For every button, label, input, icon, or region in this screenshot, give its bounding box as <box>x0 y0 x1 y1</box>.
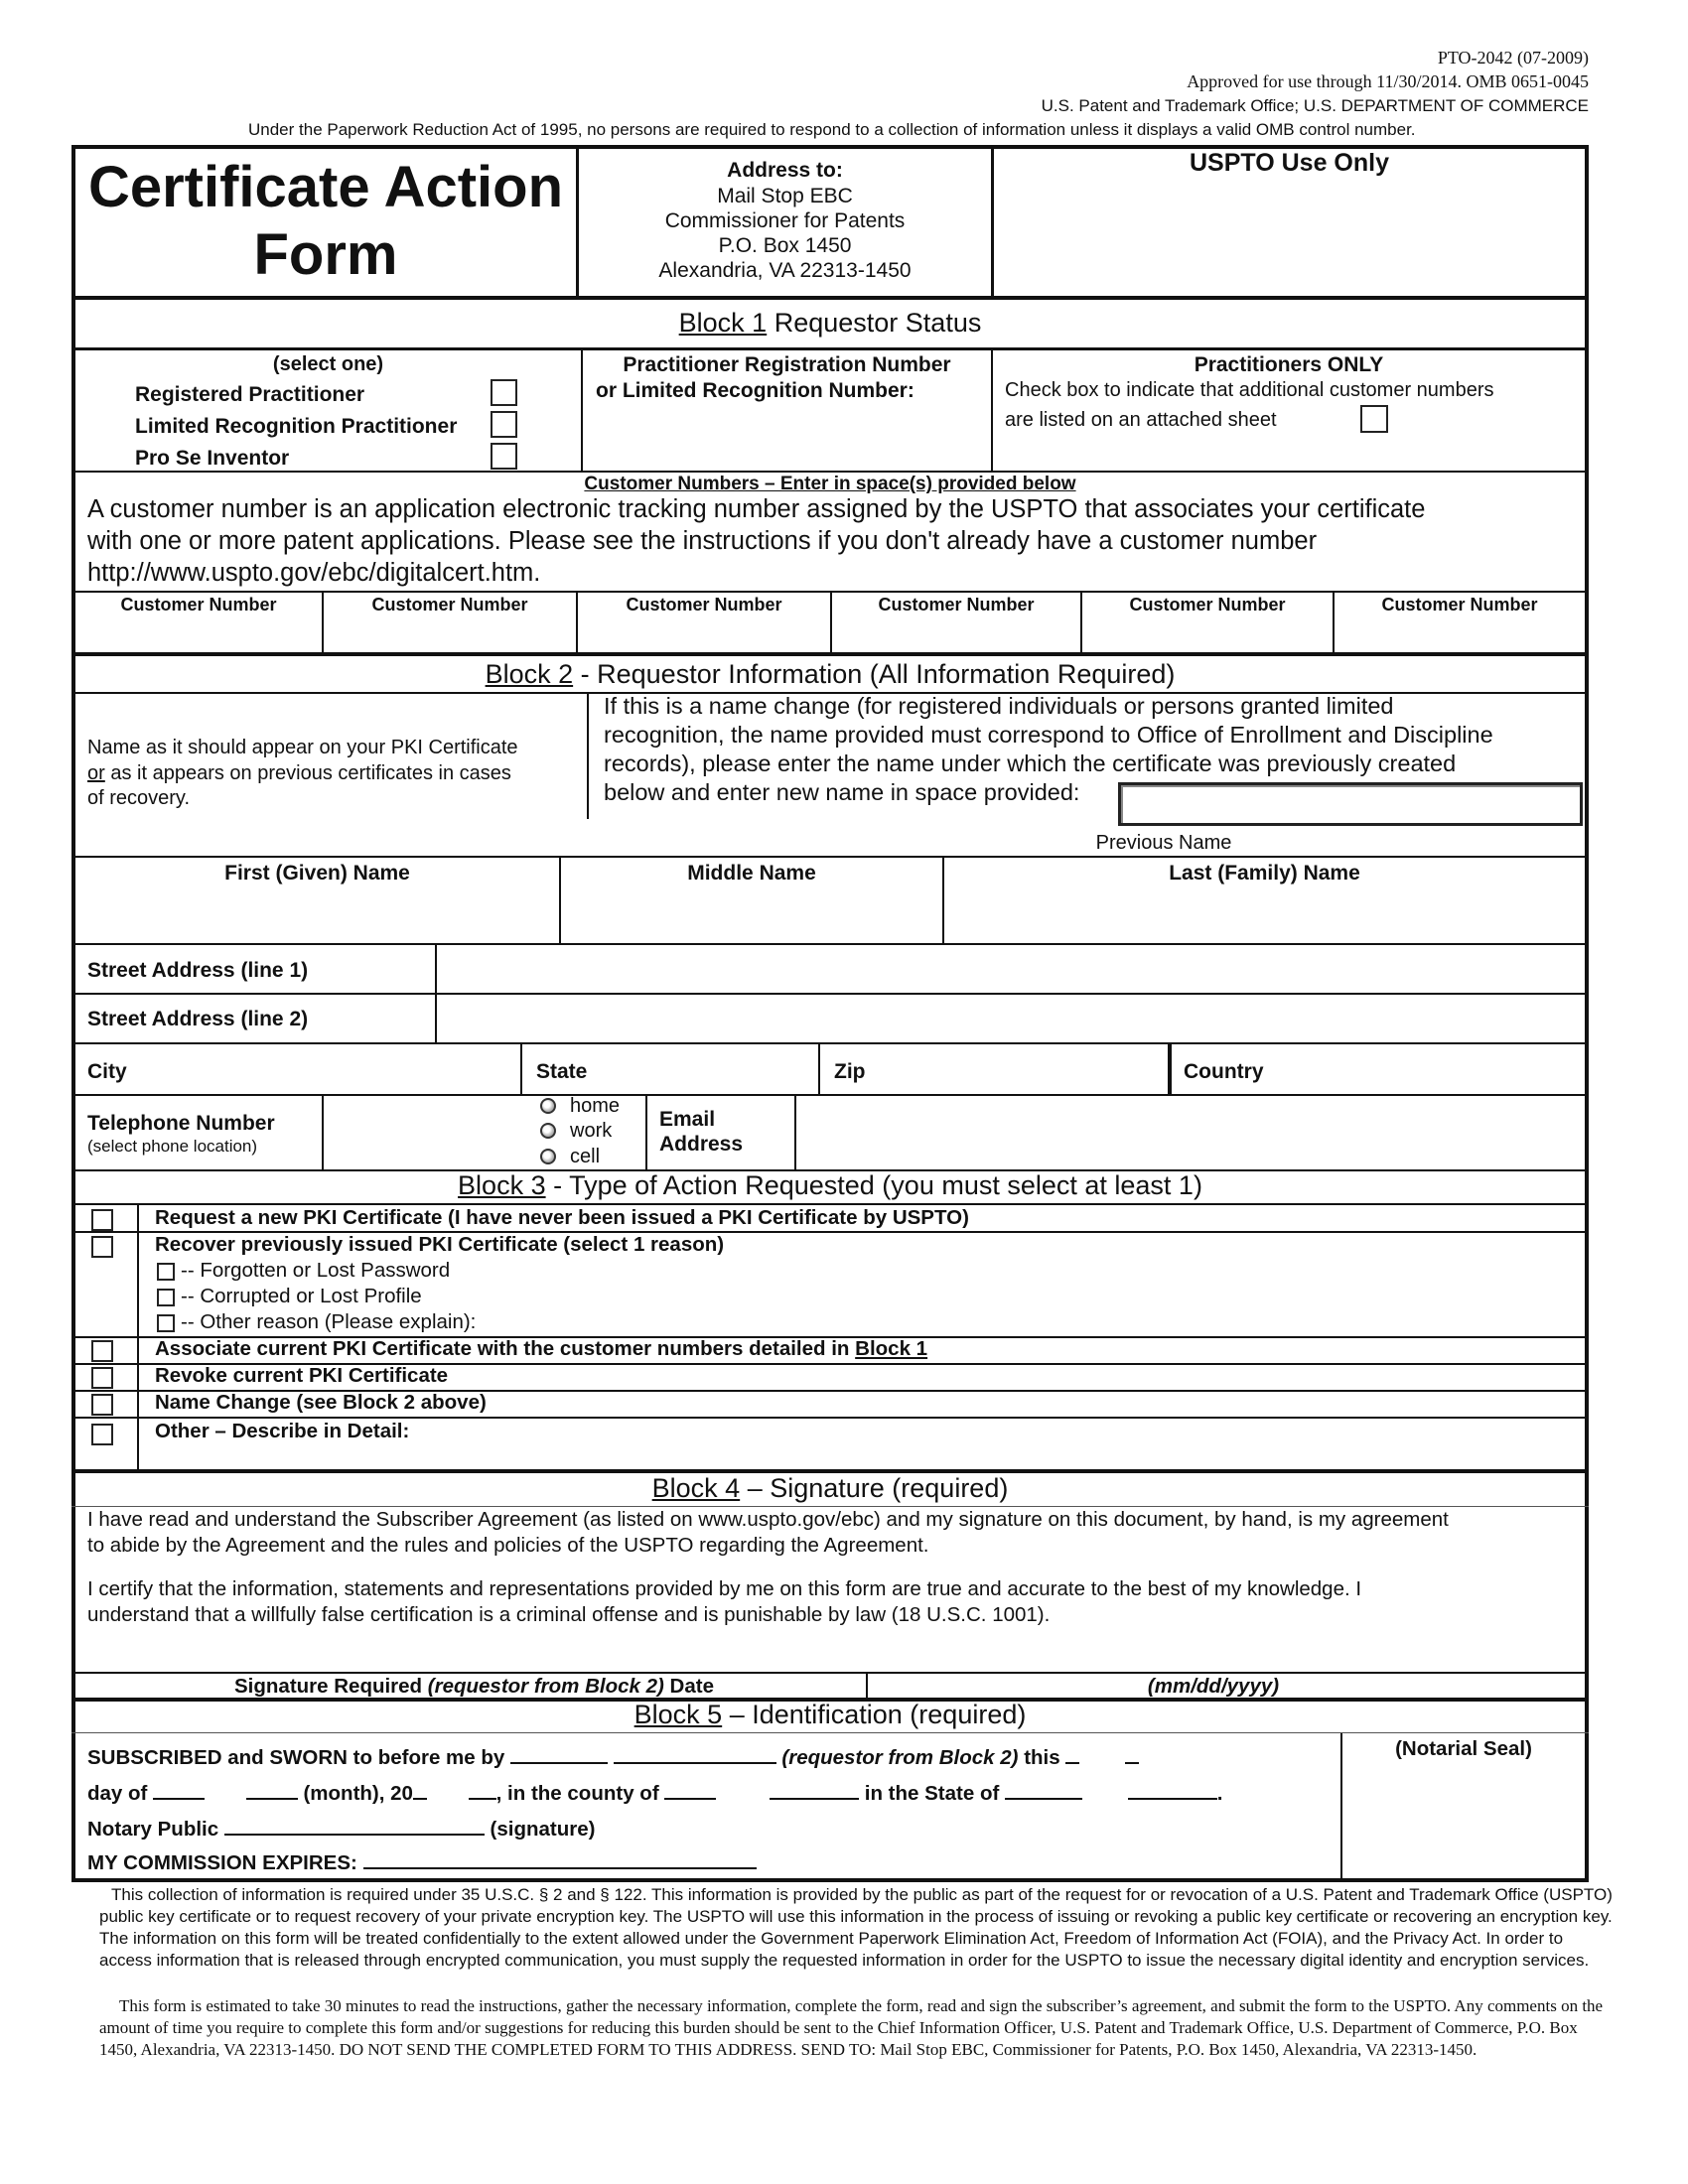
check-note-line1: Check box to indicate that additional customer numbers <box>1005 379 1494 401</box>
signature-area[interactable] <box>75 1628 1585 1672</box>
name-change-line1: If this is a name change (for registered individuals or persons granted limited <box>604 693 1394 719</box>
footer-collection-notice: This collection of information is required under 35 U.S.C. § 2 and § 122. This information is provided by the public as part of the request for or revocation of a U.S. Patent and Trademark Office (USPTO) public key certificate or to request recovery of your private encryption key. The USPTO will use this information in the process of issuing or revoking a public key certificate or recovering an encryption key. The information on this form will be treated confidentially to the extent allowed under the Government Paperwork Elimination Act, Freedom of Information Act (FOIA), and the Privacy Act. In order to access information that is released through encrypted communication, you must supply the requested information in order for the USPTO to issue the necessary digital identity and encryption services. <box>99 1885 1613 1970</box>
day-of-line: day of (month), 20 , in the county of in the State of . <box>87 1782 1223 1805</box>
select-one: (select one) <box>272 353 384 375</box>
paperwork-notice: Under the Paperwork Reduction Act of 1995, no persons are required to respond to a collection of information unless it displays a valid OMB control number. <box>248 120 1416 139</box>
action-request-new: Request a new PKI Certificate (I have never been issued a PKI Certificate by USPTO) <box>155 1206 969 1229</box>
reason-label: -- Forgotten or Lost Password <box>181 1259 451 1282</box>
reg-number-label: Practitioner Registration Number <box>623 353 951 376</box>
last-name-field[interactable]: Last (Family) Name <box>1169 862 1360 885</box>
agency-line: U.S. Patent and Trademark Office; U.S. DEPARTMENT OF COMMERCE <box>1041 96 1589 115</box>
form-title-line2: Form <box>253 222 398 287</box>
customer-number-field[interactable]: Customer Number <box>1129 595 1286 614</box>
phone-work-radio[interactable] <box>540 1123 556 1139</box>
state-field[interactable]: State <box>536 1060 588 1083</box>
check-note-line2: are listed on an attached sheet <box>1005 409 1277 431</box>
notary-line: Notary Public (signature) <box>87 1818 596 1841</box>
commission-line: MY COMMISSION EXPIRES: <box>87 1849 757 1875</box>
reason-other-checkbox[interactable] <box>157 1314 175 1332</box>
footer-burden-notice: This form is estimated to take 30 minutes to read the instructions, gather the necessary information, complete the form, read and sign the subscriber’s agreement, and submit the form to the USPTO. Any comments on the amount of time you require to complete this form and/or suggestions for reducing this burden should be sent to the Chief Information Officer, U.S. Patent and Trademark Office, U.S. Department of Commerce, P.O. Box 1450, Alexandria, VA 22313-1450. DO NOT SEND THE COMPLETED FORM TO THIS ADDRESS. SEND TO: Mail Stop EBC, Commissioner for Patents, P.O. Box 1450, Alexandria, VA 22313-1450. <box>99 1996 1604 2059</box>
customer-desc-line1: A customer number is an application electronic tracking number assigned by the USPTO that associates your certificate <box>87 495 1426 523</box>
action-associate: Associate current PKI Certificate with the customer numbers detailed in Block 1 <box>155 1337 928 1360</box>
agreement-line1: I have read and understand the Subscriber Agreement (as listed on www.uspto.gov/ebc) and my signature on this document, by hand, is my agreement <box>87 1508 1449 1531</box>
telephone-input[interactable] <box>324 1096 542 1169</box>
certificate-action-form <box>71 145 1589 1882</box>
street-address-1-label: Street Address (line 1) <box>87 959 309 982</box>
address-line: Mail Stop EBC <box>717 185 853 207</box>
form-title-line1: Certificate Action <box>87 155 564 219</box>
name-change-checkbox[interactable] <box>91 1394 113 1416</box>
customer-number-field[interactable]: Customer Number <box>878 595 1035 614</box>
pki-name-line3: of recovery. <box>87 787 190 809</box>
name-change-line3: records), please enter the name under which the certificate was previously created <box>604 751 1457 776</box>
select-phone-location: (select phone location) <box>87 1137 258 1156</box>
phone-cell-radio[interactable] <box>540 1149 556 1164</box>
customer-number-field[interactable]: Customer Number <box>371 595 528 614</box>
middle-name-field[interactable]: Middle Name <box>687 862 816 885</box>
address-line: Alexandria, VA 22313-1450 <box>658 259 912 282</box>
reason-label: -- Other reason (Please explain): <box>181 1310 477 1333</box>
previous-name-label: Previous Name <box>1095 832 1232 854</box>
street-address-2-label: Street Address (line 2) <box>87 1008 309 1030</box>
revoke-checkbox[interactable] <box>91 1367 113 1389</box>
telephone-label: Telephone Number <box>87 1112 275 1135</box>
block4-heading: Block 4 – Signature (required) <box>651 1473 1009 1503</box>
registered-practitioner-checkbox[interactable] <box>491 379 517 406</box>
certify-line1: I certify that the information, statements and representations provided by me on this form are true and accurate to the best of my knowledge. I <box>87 1577 1362 1600</box>
street-address-1-input[interactable] <box>437 945 1585 993</box>
other-checkbox[interactable] <box>91 1424 113 1445</box>
associate-checkbox[interactable] <box>91 1340 113 1362</box>
customer-desc-link[interactable]: http://www.uspto.gov/ebc/digitalcert.htm. <box>87 559 541 587</box>
sworn-line: SUBSCRIBED and SWORN to before me by (requestor from Block 2) this <box>87 1744 1139 1770</box>
customer-numbers-heading: Customer Numbers – Enter in space(s) provided below <box>584 474 1076 494</box>
previous-name-input[interactable] <box>1118 782 1583 826</box>
customer-number-field[interactable]: Customer Number <box>120 595 277 614</box>
status-label: Registered Practitioner <box>135 383 365 406</box>
address-heading: Address to: <box>727 159 843 182</box>
pro-se-inventor-checkbox[interactable] <box>491 443 517 470</box>
address-line: Commissioner for Patents <box>664 209 906 232</box>
phone-option-label: cell <box>570 1146 601 1167</box>
country-field[interactable]: Country <box>1184 1060 1264 1083</box>
reason-corrupted-checkbox[interactable] <box>157 1289 175 1306</box>
phone-home-radio[interactable] <box>540 1098 556 1114</box>
street-address-2-input[interactable] <box>437 995 1585 1042</box>
block5-heading: Block 5 – Identification (required) <box>633 1700 1027 1729</box>
status-label: Limited Recognition Practitioner <box>135 415 458 438</box>
name-change-line4: below and enter new name in space provided: <box>604 779 1080 805</box>
block1-heading: Block 1 Requestor Status <box>678 308 982 338</box>
block3-heading: Block 3 - Type of Action Requested (you must select at least 1) <box>458 1170 1202 1200</box>
city-field[interactable]: City <box>87 1060 127 1083</box>
name-change-line2: recognition, the name provided must correspond to Office of Enrollment and Discipline <box>604 722 1493 748</box>
form-number: PTO-2042 (07-2009) <box>1437 48 1589 68</box>
email-input[interactable] <box>796 1096 1585 1169</box>
customer-number-field[interactable]: Customer Number <box>626 595 782 614</box>
certify-line2: understand that a willfully false certification is a criminal offense and is punishable by law (18 U.S.C. 1001). <box>87 1603 1051 1626</box>
block2-heading: Block 2 - Requestor Information (All Information Required) <box>485 659 1176 689</box>
phone-option-label: home <box>570 1095 621 1117</box>
request-new-checkbox[interactable] <box>91 1209 113 1231</box>
pki-name-line2: or as it appears on previous certificates in cases <box>87 762 511 784</box>
email-label-2: Address <box>659 1133 744 1156</box>
other-detail-input[interactable] <box>139 1445 1585 1469</box>
action-revoke: Revoke current PKI Certificate <box>155 1364 449 1387</box>
recover-checkbox[interactable] <box>91 1236 113 1258</box>
action-recover: Recover previously issued PKI Certificate (select 1 reason) <box>155 1233 725 1256</box>
reg-number-label-2: or Limited Recognition Number: <box>596 379 914 402</box>
notarial-seal: (Notarial Seal) <box>1395 1737 1532 1760</box>
pki-name-line1: Name as it should appear on your PKI Certificate <box>87 737 518 758</box>
reason-label: -- Corrupted or Lost Profile <box>181 1285 422 1307</box>
address-line: P.O. Box 1450 <box>718 234 852 257</box>
practitioners-only: Practitioners ONLY <box>1194 353 1384 376</box>
action-name-change: Name Change (see Block 2 above) <box>155 1391 487 1414</box>
uspto-use-only: USPTO Use Only <box>1190 149 1389 177</box>
first-name-field[interactable]: First (Given) Name <box>224 862 410 885</box>
action-other: Other – Describe in Detail: <box>155 1420 410 1442</box>
additional-customer-numbers-checkbox[interactable] <box>1360 405 1388 433</box>
phone-option-label: work <box>570 1120 613 1142</box>
date-format: (mm/dd/yyyy) <box>1147 1675 1280 1698</box>
status-label: Pro Se Inventor <box>135 447 290 470</box>
agreement-line2: to abide by the Agreement and the rules and policies of the USPTO regarding the Agreement. <box>87 1534 929 1557</box>
customer-number-field[interactable]: Customer Number <box>1381 595 1538 614</box>
limited-recognition-checkbox[interactable] <box>491 411 517 438</box>
zip-field[interactable]: Zip <box>834 1060 866 1083</box>
reason-forgotten-checkbox[interactable] <box>157 1263 175 1281</box>
email-label: Email <box>659 1108 716 1131</box>
signature-required-label: Signature Required (requestor from Block 2) Date <box>234 1675 714 1698</box>
customer-desc-line2: with one or more patent applications. Please see the instructions if you don't already have a customer number <box>87 527 1318 555</box>
omb-approval: Approved for use through 11/30/2014. OMB 0651-0045 <box>1187 71 1589 91</box>
